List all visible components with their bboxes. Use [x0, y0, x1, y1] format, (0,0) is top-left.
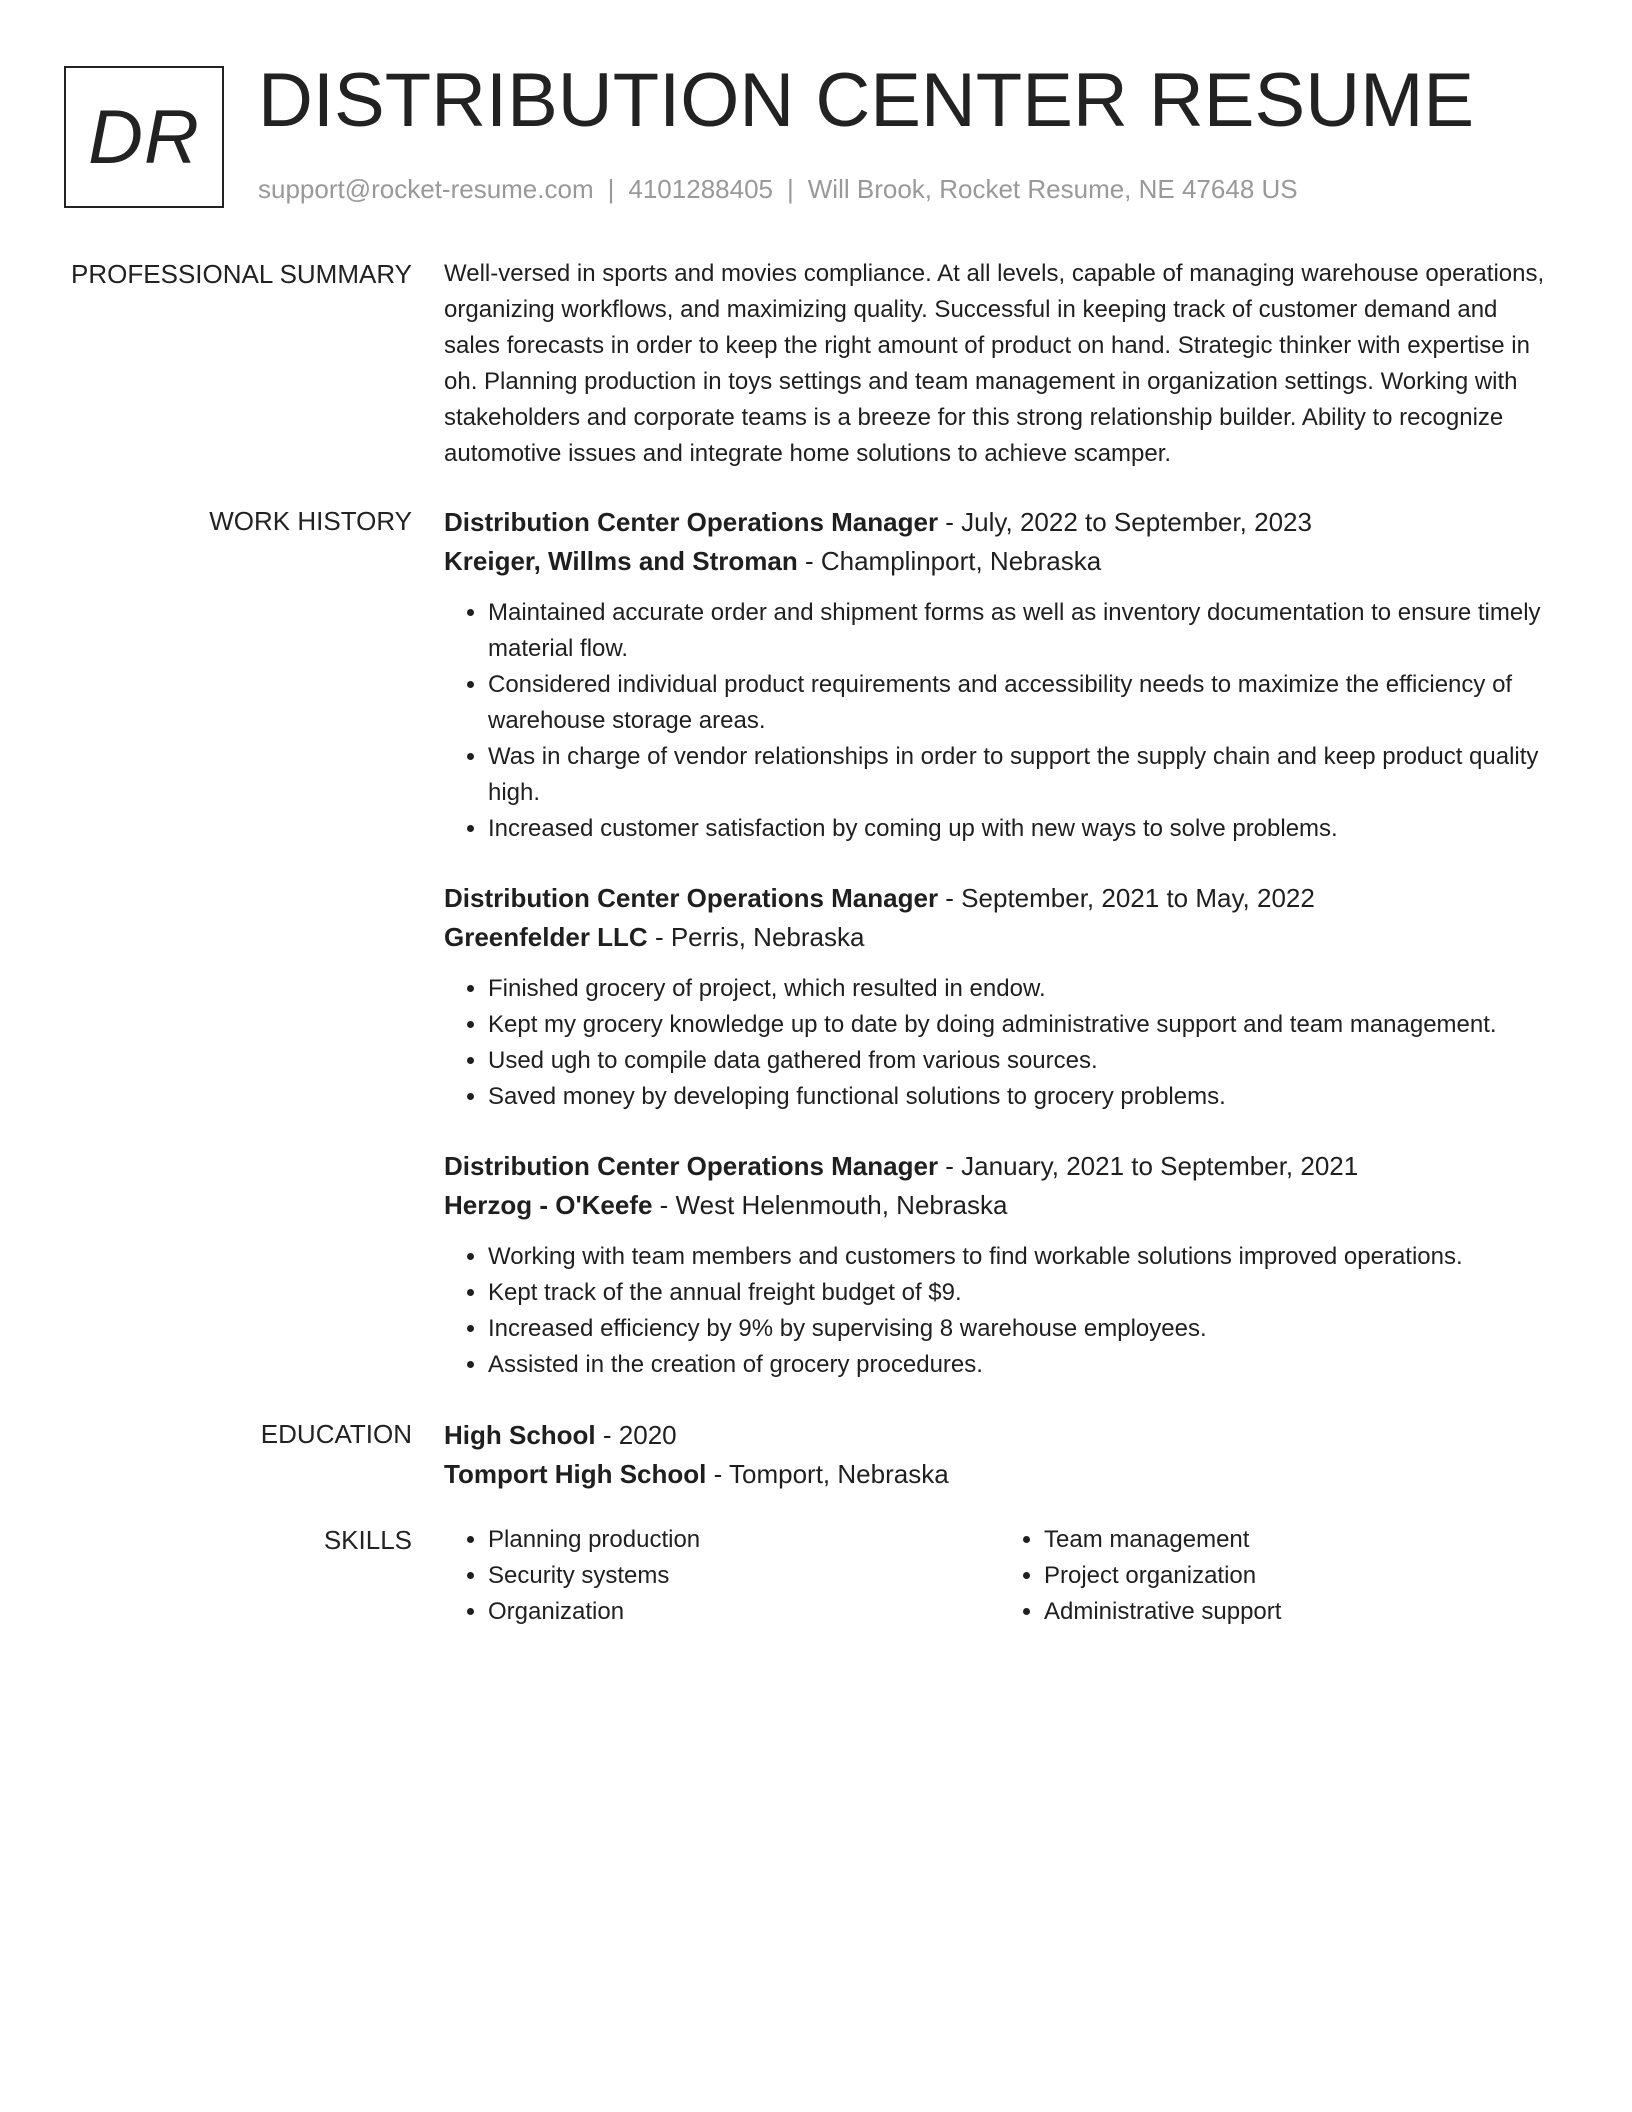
contact-email: support@rocket-resume.com [258, 174, 594, 204]
job-company: Herzog - O'Keefe [444, 1190, 653, 1220]
job-bullet: • Increased customer satisfaction by coming up with new ways to solve problems. [488, 811, 1556, 847]
skill-item: • Security systems [488, 1558, 1000, 1594]
job-company-line [444, 542, 1556, 581]
job-bullet: • Used ugh to compile data gathered from various sources. [488, 1043, 1556, 1079]
summary-text: Well-versed in sports and movies compliance. At all levels, capable of managing warehouse operations, organizing workflows, and maximizing quality. Successful in keeping track of customer demand and sales forecasts in order to keep the right amount of product on hand. Strategic thinker with expertise in oh. Planning production in toys settings and team management in organization settings. Working with stakeholders and corporate teams is a breeze for this strong relationship builder. Ability to recognize automotive issues and integrate home solutions to achieve scamper. [444, 260, 1545, 467]
job-bullets [444, 971, 1556, 1115]
job-bullet: • Kept my grocery knowledge up to date by doing administrative support and team management. [488, 1007, 1556, 1043]
job-dates: - July, 2022 to September, 2023 [938, 507, 1312, 537]
job-title-line [444, 1147, 1556, 1186]
education-degree-line [444, 1416, 1556, 1455]
job-bullet: • Kept track of the annual freight budget of $9. [488, 1275, 1556, 1311]
job-company: Greenfelder LLC [444, 922, 648, 952]
job-entry [444, 1147, 1556, 1383]
skill-item: • Team management [1044, 1522, 1556, 1558]
contact-line [258, 174, 1298, 205]
skills-label: SKILLS [323, 1525, 412, 1555]
skill-item: • Project organization [1044, 1558, 1556, 1594]
skill-item: • Administrative support [1044, 1594, 1556, 1630]
job-location: - Perris, Nebraska [647, 922, 865, 952]
job-title-line [444, 879, 1556, 918]
job-bullets [444, 595, 1556, 847]
job-bullet: • Considered individual product requirements and accessibility needs to maximize the efficiency of warehouse storage areas. [488, 667, 1556, 739]
skills-list-left [444, 1522, 1000, 1630]
job-bullets [444, 1239, 1556, 1383]
education-school: Tomport High School [444, 1459, 707, 1489]
work-history-label: WORK HISTORY [209, 506, 412, 536]
job-location: - Champlinport, Nebraska [797, 546, 1102, 576]
job-dates: - September, 2021 to May, 2022 [938, 883, 1315, 913]
resume-title: DISTRIBUTION CENTER RESUME [258, 58, 1475, 143]
contact-address: Will Brook, Rocket Resume, NE 47648 US [807, 174, 1298, 204]
job-entry [444, 503, 1556, 847]
job-title: Distribution Center Operations Manager [444, 1151, 939, 1181]
job-company-line [444, 1186, 1556, 1225]
job-bullet: • Maintained accurate order and shipment forms as well as inventory documentation to ensure timely material flow. [488, 595, 1556, 667]
job-company-line [444, 918, 1556, 957]
job-company: Kreiger, Willms and Stroman [444, 546, 798, 576]
education-label: EDUCATION [260, 1419, 412, 1449]
job-dates: - January, 2021 to September, 2021 [938, 1151, 1359, 1181]
education-location: - Tomport, Nebraska [706, 1459, 949, 1489]
skill-item: • Organization [488, 1594, 1000, 1630]
job-bullet: • Saved money by developing functional solutions to grocery problems. [488, 1079, 1556, 1115]
job-title-line [444, 503, 1556, 542]
job-bullet: • Working with team members and customers to find workable solutions improved operations. [488, 1239, 1556, 1275]
job-title: Distribution Center Operations Manager [444, 883, 939, 913]
job-title: Distribution Center Operations Manager [444, 507, 939, 537]
initials-monogram: DR [64, 66, 224, 208]
contact-separator: | [787, 174, 794, 204]
job-bullet: • Assisted in the creation of grocery procedures. [488, 1347, 1556, 1383]
contact-phone: 4101288405 [628, 174, 773, 204]
job-entry [444, 879, 1556, 1115]
skills-list-right [1000, 1522, 1556, 1630]
skill-item: • Planning production [488, 1522, 1000, 1558]
education-year: - 2020 [595, 1420, 677, 1450]
job-bullet: • Finished grocery of project, which resulted in endow. [488, 971, 1556, 1007]
contact-separator: | [607, 174, 615, 204]
education-school-line [444, 1455, 1556, 1494]
job-location: - West Helenmouth, Nebraska [652, 1190, 1008, 1220]
summary-label: PROFESSIONAL SUMMARY [71, 259, 412, 289]
education-degree: High School [444, 1420, 596, 1450]
job-bullet: • Was in charge of vendor relationships in order to support the supply chain and keep product quality high. [488, 739, 1556, 811]
job-bullet: • Increased efficiency by 9% by supervising 8 warehouse employees. [488, 1311, 1556, 1347]
